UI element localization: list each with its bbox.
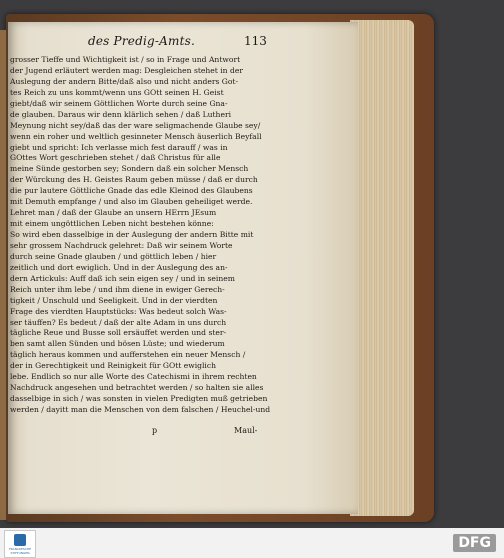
text-line: der in Gerechtigkeit und Reinigkeit für GOtt ewiglich [10, 361, 216, 371]
text-line: täglich heraus kommen und aufferstehen ein neuer Mensch / [10, 350, 246, 360]
text-line: durch seine Gnade glauben / und göttlich leben / hier [10, 251, 217, 261]
text-line: So wird eben dasselbige in der Auslegung der andern Bitte mit [10, 230, 254, 239]
text-line: die pur lautere Göttliche Gnade das edle Kleinod des Glaubens [10, 186, 253, 196]
text-line: grosser Tieffe und Wichtigkeit ist / so in Frage und Antwort [10, 55, 241, 64]
signature-mark: p [152, 426, 158, 435]
facing-page-edge [0, 30, 6, 520]
text-line: werden / dayitt man die Menschen von dem falschen / Heuchel-und [10, 405, 271, 414]
text-line: tigkeit / Unschuld und Seeligkeit. Und in der vierdten [10, 295, 218, 305]
text-line: ser täuffen? Es bedeut / daß der alte Adam in uns durch [10, 317, 227, 327]
text-line: ben samt allen Sünden und bösen Lüste; und wiederum [10, 339, 225, 349]
page-edges [350, 20, 414, 516]
running-head: des Predig-Amts. [88, 34, 195, 48]
text-line: mit einem ungöttlichen Leben nicht bestehen könne: [10, 219, 214, 229]
logo-text: FRANCKESCHE STIFTUNGEN [8, 547, 32, 555]
text-line: dern Artickuls: Auff daß ich sein eigen sey / und in seinem [10, 273, 235, 283]
catchword: Maul- [234, 426, 258, 435]
text-line: giebt und spricht: Ich verlasse mich fest darauff / was in [10, 142, 228, 152]
text-line: Auslegung der andern Bitte/daß also und nicht anders Got- [10, 76, 239, 86]
text-line: wenn ein roher und weltlich gesinneter Mensch äuserlich Beyfall [10, 131, 262, 141]
footer-bar [0, 528, 504, 558]
text-line: meine Sünde gestorben sey; Sondern daß ein solcher Mensch [10, 164, 249, 174]
logo-icon [14, 534, 26, 546]
text-line: Reich unter ihm lebe / und ihm diene in ewiger Gerech- [10, 284, 225, 294]
text-line: de glauben. Daraus wir denn klärlich sehen / daß Lutheri [10, 109, 232, 119]
text-line: Meynung nicht sey/daß das der ware seligmachende Glaube sey/ [10, 120, 261, 130]
text-line: Lehret man / daß der Glaube an unsern HErrn JEsum [10, 208, 217, 218]
text-line: zeitlich und dort ewiglich. Und in der Auslegung des an- [10, 262, 228, 272]
text-line: GOttes Wort geschrieben stehet / daß Christus für alle [10, 153, 221, 163]
text-line: lebe. Endlich so nur alle Worte des Catechismi in ihrem rechten [10, 372, 257, 382]
page-text [10, 55, 272, 416]
text-line: dasselbige in sich / was sonsten in vielen Predigten muß getrieben [10, 394, 268, 404]
text-line: Frage des vierdten Hauptstücks: Was bedeut solch Was- [10, 306, 227, 316]
text-line: giebt/daß wir seinem Göttlichen Worte durch seine Gna- [10, 98, 228, 108]
page-number: 113 [244, 34, 267, 48]
text-line: Nachdruck angesehen und betrachtet werden / so halten sie alles [10, 383, 264, 393]
institution-logo[interactable] [4, 530, 36, 558]
text-line: der Jugend erläutert werden mag: Desgleichen stehet in der [10, 65, 243, 75]
text-line: tägliche Reue und Busse soll ersäuffet werden und ster- [10, 328, 227, 338]
text-line: mit Demuth empfange / und also im Glauben geheiliget werde. [10, 197, 253, 207]
dfg-logo[interactable]: DFG [453, 534, 496, 552]
text-line: tes Reich zu uns kommt/wenn uns GOtt seinen H. Geist [10, 87, 224, 97]
text-line: sehr grossem Nachdruck gelehret: Daß wir seinem Worte [10, 240, 233, 250]
text-line: der Würckung des H. Geistes Raum geben müsse / daß er durch [10, 175, 258, 185]
